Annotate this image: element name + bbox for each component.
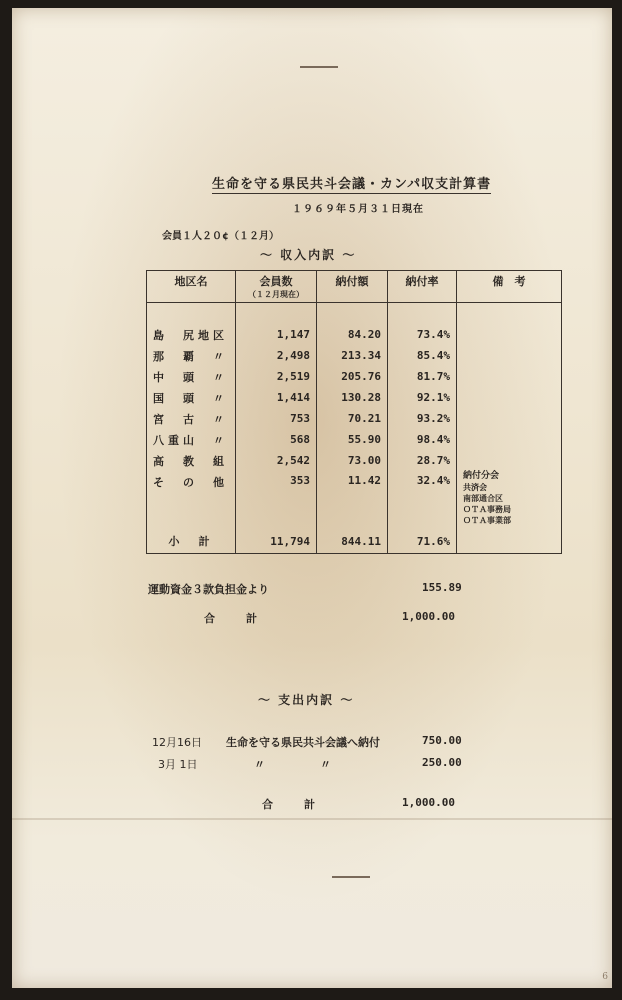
table-row — [147, 429, 562, 450]
members-cell: 2,498 — [236, 345, 317, 366]
expense-description: 生命を守る県民共斗会議へ納付 — [226, 736, 380, 749]
paid-cell: 11.42 — [317, 471, 388, 495]
header-rate: 納付率 — [388, 271, 457, 303]
paid-cell: 73.00 — [317, 450, 388, 471]
table-row — [147, 387, 562, 408]
district-cell: 国 頭 〃 — [147, 387, 236, 408]
district-cell: 宮 古 〃 — [147, 408, 236, 429]
paid-cell: 70.21 — [317, 408, 388, 429]
subtotal-paid: 844.11 — [317, 529, 388, 554]
paid-cell: 55.90 — [317, 429, 388, 450]
remark-item: ＯＴＡ事務局 — [463, 505, 511, 514]
fund-transfer-amount: 155.89 — [422, 581, 462, 594]
expense-amount: 750.00 — [422, 734, 462, 747]
members-cell: 1,414 — [236, 387, 317, 408]
members-cell: 2,542 — [236, 450, 317, 471]
expense-date: 3月 1日 — [158, 758, 198, 771]
remark-item: 納付分会 — [463, 471, 500, 481]
members-cell: 1,147 — [236, 324, 317, 345]
members-cell: 2,519 — [236, 366, 317, 387]
expense-total-label: 合 計 — [262, 798, 318, 811]
header-paid: 納付額 — [317, 271, 388, 303]
header-district: 地区名 — [147, 271, 236, 303]
document-date: １９６９年５月３１日現在 — [292, 204, 424, 215]
income-table — [146, 270, 562, 554]
members-cell: 753 — [236, 408, 317, 429]
income-total-amount: 1,000.00 — [402, 610, 455, 623]
subtotal-rate: 71.6% — [388, 529, 457, 554]
district-cell: 八重山 〃 — [147, 429, 236, 450]
page-number: 6 — [602, 972, 608, 982]
members-cell: 568 — [236, 429, 317, 450]
subtotal-row — [147, 529, 562, 554]
staple-mark-top — [300, 66, 338, 68]
table-row — [147, 324, 562, 345]
rate-cell: 85.4% — [388, 345, 457, 366]
members-cell: 353 — [236, 471, 317, 495]
income-header-row — [147, 271, 562, 303]
rate-cell: 98.4% — [388, 429, 457, 450]
income-total-label: 合 計 — [204, 612, 260, 625]
header-remarks: 備 考 — [457, 271, 562, 303]
expense-total-amount: 1,000.00 — [402, 796, 455, 809]
paid-cell: 205.76 — [317, 366, 388, 387]
subtotal-members: 11,794 — [236, 529, 317, 554]
header-members-label: 会員数 — [259, 275, 293, 288]
expense-date: 12月16日 — [152, 736, 202, 749]
table-row — [147, 450, 562, 471]
rate-cell: 92.1% — [388, 387, 457, 408]
rate-cell: 93.2% — [388, 408, 457, 429]
rate-cell: 73.4% — [388, 324, 457, 345]
remark-item: 共済会 — [463, 483, 487, 492]
header-members-note: （１２月現在） — [248, 290, 304, 299]
expense-heading: ～ 支出内訳 ～ — [258, 693, 355, 707]
staple-mark-bottom — [332, 876, 370, 878]
table-row — [147, 471, 562, 495]
district-cell: 島 尻地区 — [147, 324, 236, 345]
fold-line — [12, 818, 612, 820]
remark-item: ＯＴＡ事業部 — [463, 516, 511, 525]
district-cell: 高 教 組 — [147, 450, 236, 471]
district-cell: 那 覇 〃 — [147, 345, 236, 366]
table-row — [147, 345, 562, 366]
remarks-list — [463, 471, 555, 526]
rate-cell: 32.4% — [388, 471, 457, 495]
document-title: 生命を守る県民共斗会議・カンパ収支計算書 — [212, 173, 491, 194]
income-heading: ～ 収入内訳 ～ — [260, 248, 357, 262]
paid-cell: 84.20 — [317, 324, 388, 345]
document-page — [12, 8, 612, 988]
district-cell: そ の 他 — [147, 471, 236, 495]
remark-item: 南部通合区 — [463, 494, 503, 503]
district-cell: 中 頭 〃 — [147, 366, 236, 387]
rate-cell: 81.7% — [388, 366, 457, 387]
remarks-cell — [457, 471, 562, 529]
fund-transfer-label: 運動資金３款負担金より — [148, 583, 269, 596]
member-fee-note: 会員１人２０¢（１２月） — [162, 231, 279, 242]
table-row — [147, 366, 562, 387]
paid-cell: 130.28 — [317, 387, 388, 408]
expense-description: 〃 〃 — [254, 758, 331, 771]
rate-cell: 28.7% — [388, 450, 457, 471]
subtotal-label: 小 計 — [147, 529, 236, 554]
expense-amount: 250.00 — [422, 756, 462, 769]
paid-cell: 213.34 — [317, 345, 388, 366]
table-row — [147, 408, 562, 429]
header-members — [236, 271, 317, 303]
